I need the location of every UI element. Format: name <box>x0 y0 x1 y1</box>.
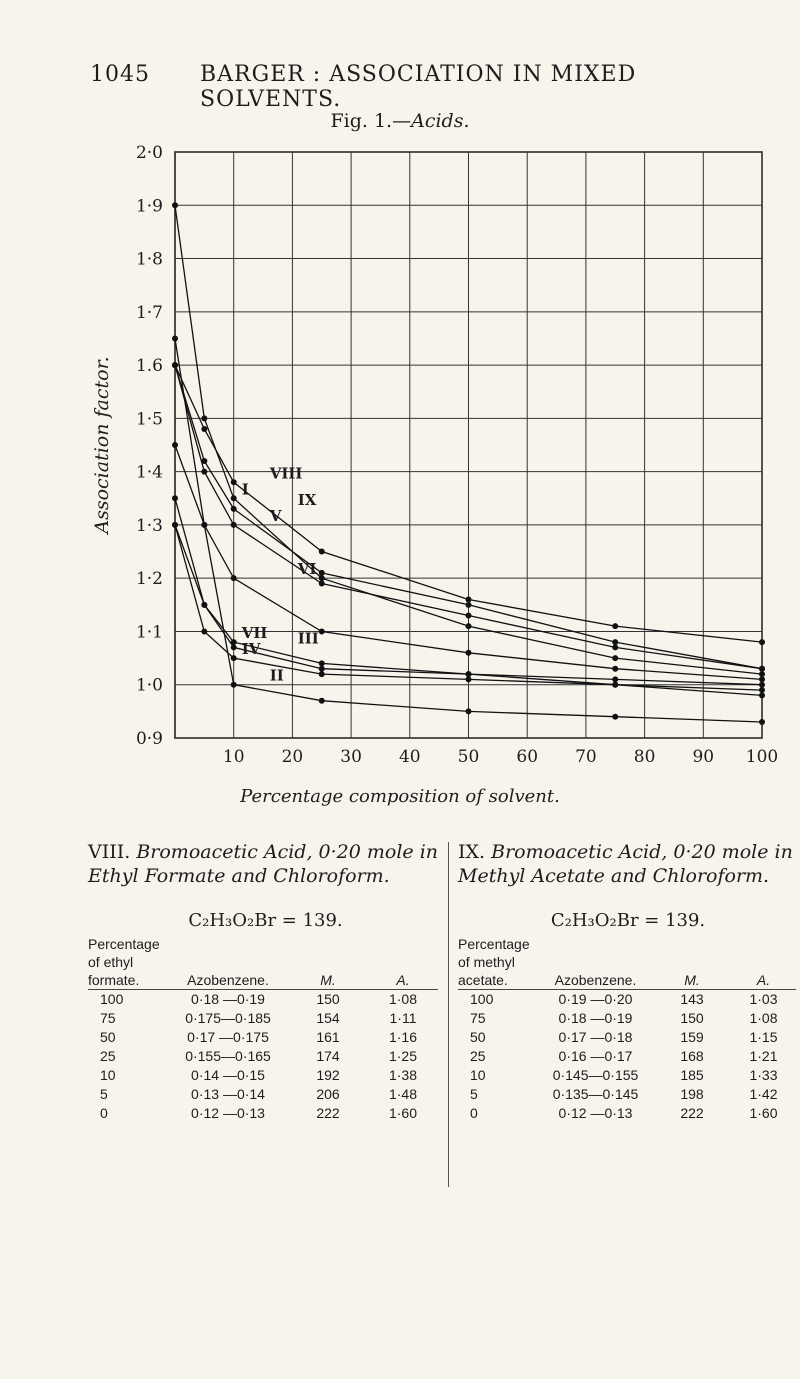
table-cell: 25 <box>470 1048 486 1064</box>
y-axis-label: Association factor. <box>91 356 113 534</box>
table-cell: 10 <box>100 1067 116 1083</box>
table-viii-formula: C₂H₃O₂Br = 139. <box>188 910 343 931</box>
data-point <box>172 522 178 528</box>
data-point <box>759 687 765 693</box>
data-point <box>759 682 765 688</box>
column-divider <box>448 842 449 1187</box>
data-point <box>319 575 325 581</box>
table-cell: 150 <box>680 1010 704 1026</box>
table-cell: 0 <box>470 1105 478 1121</box>
table-cell: 0·19 —0·20 <box>558 991 633 1007</box>
table-cell: 0·145—0·155 <box>552 1067 639 1083</box>
table-cell: 185 <box>680 1067 704 1083</box>
table-cell: 0·13 —0·14 <box>191 1086 265 1102</box>
pct-header: Percentage of ethyl formate. <box>88 936 160 988</box>
data-point <box>466 671 472 677</box>
y-tick-label: 1.6 <box>135 356 163 377</box>
data-point <box>231 479 237 485</box>
curve-label: V <box>269 506 282 525</box>
table-cell: 1·42 <box>749 1086 778 1102</box>
data-point <box>319 628 325 634</box>
table-row <box>88 1066 438 1085</box>
table-row <box>458 1085 796 1104</box>
azobenzene-header: Azobenzene. <box>554 972 637 988</box>
table-cell: 161 <box>316 1029 340 1045</box>
table-ix-number: IX. <box>458 841 486 863</box>
data-point <box>231 522 237 528</box>
data-point <box>201 469 207 475</box>
data-point <box>612 639 618 645</box>
data-point <box>201 522 207 528</box>
data-point <box>319 660 325 666</box>
data-point <box>231 655 237 661</box>
table-cell: 0·16 —0·17 <box>558 1048 633 1064</box>
table-cell: 1·08 <box>388 991 418 1007</box>
x-tick-label: 100 <box>745 747 779 767</box>
x-tick-label: 70 <box>575 747 597 767</box>
data-point <box>231 639 237 645</box>
y-tick-label: 1·1 <box>135 622 163 643</box>
data-point <box>759 666 765 672</box>
azobenzene-header: Azobenzene. <box>187 972 269 988</box>
y-tick-label: 2·0 <box>135 143 163 163</box>
table-cell: 1·25 <box>388 1048 418 1064</box>
data-point <box>466 596 472 602</box>
y-tick-label: 1·5 <box>135 409 163 430</box>
y-tick-label: 1·4 <box>135 462 163 483</box>
data-point <box>466 602 472 608</box>
table-cell: 25 <box>100 1048 116 1064</box>
curve-label: I <box>241 480 249 499</box>
x-tick-label: 30 <box>340 747 362 767</box>
curve-label: IV <box>241 640 261 659</box>
table-cell: 75 <box>470 1010 486 1026</box>
table-cell: 159 <box>680 1029 704 1045</box>
table-cell: 1·38 <box>388 1067 418 1083</box>
table-row <box>88 1028 438 1047</box>
x-tick-label: 80 <box>633 747 656 767</box>
data-point <box>759 671 765 677</box>
a-header: A. <box>756 972 771 988</box>
table-cell: 1·11 <box>389 1010 417 1026</box>
data-point <box>319 671 325 677</box>
table-cell: 222 <box>680 1105 704 1121</box>
x-tick-label: 50 <box>457 747 480 767</box>
table-row <box>88 1047 438 1066</box>
data-point <box>231 644 237 650</box>
data-point <box>172 335 178 341</box>
figure-title: Fig. 1.—Acids. <box>330 110 470 132</box>
data-point <box>466 708 472 714</box>
table-row <box>88 1104 438 1123</box>
x-tick-label: 60 <box>516 747 539 767</box>
data-point <box>319 549 325 555</box>
table-cell: 0·18 —0·19 <box>558 1010 633 1026</box>
data-point <box>172 362 178 368</box>
association-chart <box>80 140 779 780</box>
data-point <box>319 666 325 672</box>
a-header: A. <box>396 972 410 988</box>
x-tick-label: 40 <box>398 747 421 767</box>
table-ix-title <box>458 840 798 888</box>
m-header: M. <box>684 972 700 988</box>
curve-label: II <box>269 666 284 685</box>
table-cell: 0·155—0·165 <box>185 1048 271 1064</box>
data-point <box>466 650 472 656</box>
table-row <box>88 1009 438 1028</box>
table-cell: 0·17 —0·18 <box>558 1029 633 1045</box>
y-tick-label: 0·9 <box>135 729 163 749</box>
data-point <box>231 575 237 581</box>
table-cell: 50 <box>100 1029 116 1045</box>
y-tick-label: 1·0 <box>135 675 163 696</box>
figure-caption: Acids. <box>411 110 470 132</box>
table-cell: 150 <box>316 991 340 1007</box>
y-tick-label: 1·8 <box>135 249 163 270</box>
table-row <box>458 1028 796 1047</box>
table-cell: 1·48 <box>388 1086 418 1102</box>
table-cell: 0·12 —0·13 <box>191 1105 265 1121</box>
data-point <box>319 581 325 587</box>
table-cell: 0·12 —0·13 <box>558 1105 633 1121</box>
data-point <box>466 623 472 629</box>
table-cell: 1·60 <box>749 1105 778 1121</box>
table-row <box>458 1047 796 1066</box>
table-cell: 0 <box>100 1105 108 1121</box>
y-tick-label: 1·7 <box>135 302 163 323</box>
table-ix-formula: C₂H₃O₂Br = 139. <box>550 910 706 931</box>
data-point <box>759 719 765 725</box>
x-tick-label: 90 <box>692 747 715 767</box>
page-number: 1045 <box>90 62 150 87</box>
table-cell: 1·08 <box>749 1010 778 1026</box>
table-cell: 0·135—0·145 <box>552 1086 639 1102</box>
table-cell: 100 <box>470 991 494 1007</box>
table-row <box>88 1085 438 1104</box>
m-header: M. <box>320 972 336 988</box>
table-cell: 1·16 <box>388 1029 418 1045</box>
data-point <box>466 612 472 618</box>
table-cell: 154 <box>316 1010 340 1026</box>
data-point <box>612 682 618 688</box>
table-cell: 5 <box>100 1086 108 1102</box>
pct-header: Percentage of methyl acetate. <box>458 936 530 988</box>
table-cell: 1·15 <box>749 1029 778 1045</box>
table-cell: 0·14 —0·15 <box>191 1067 265 1083</box>
table-cell: 10 <box>470 1067 486 1083</box>
table-cell: 143 <box>680 991 704 1007</box>
data-point <box>759 676 765 682</box>
data-point <box>172 495 178 501</box>
figure-label: Fig. 1. <box>330 110 393 132</box>
data-point <box>201 415 207 421</box>
data-point <box>759 639 765 645</box>
table-cell: 5 <box>470 1086 478 1102</box>
table-cell: 1·33 <box>749 1067 778 1083</box>
table-viii-number: VIII. <box>88 841 131 863</box>
x-tick-label: 10 <box>222 747 245 767</box>
table-cell: 1·03 <box>749 991 778 1007</box>
data-point <box>612 676 618 682</box>
table-cell: 206 <box>316 1086 340 1102</box>
table-cell: 222 <box>316 1105 340 1121</box>
table-cell: 50 <box>470 1029 486 1045</box>
table-cell: 1·21 <box>749 1048 778 1064</box>
x-axis-label: Percentage composition of solvent. <box>240 786 560 807</box>
table-cell: 174 <box>316 1048 340 1064</box>
table-cell: 1·60 <box>388 1105 418 1121</box>
table-cell: 0·175—0·185 <box>185 1010 271 1026</box>
data-point <box>466 676 472 682</box>
table-cell: 100 <box>100 991 124 1007</box>
data-point <box>231 682 237 688</box>
running-title: BARGER : ASSOCIATION IN MIXED SOLVENTS. <box>200 62 637 112</box>
data-point <box>201 602 207 608</box>
table-cell: 0·18 —0·19 <box>191 991 265 1007</box>
table-row <box>458 1009 796 1028</box>
curve-label: VI <box>297 560 317 579</box>
curve-label: VII <box>241 624 268 643</box>
table-cell: 0·17 —0·175 <box>187 1029 269 1045</box>
x-tick-label: 20 <box>281 747 304 767</box>
table-row <box>88 990 438 1009</box>
table-row <box>458 990 796 1009</box>
curve-label: IX <box>297 490 317 509</box>
data-point <box>172 442 178 448</box>
data-point <box>612 623 618 629</box>
table-ix-heading: Bromoacetic Acid, 0·20 mole in Methyl Acetate and Chloroform. <box>458 841 793 887</box>
data-point <box>172 202 178 208</box>
data-point <box>319 570 325 576</box>
y-tick-label: 1·3 <box>135 515 163 536</box>
data-point <box>201 426 207 432</box>
table-cell: 192 <box>316 1067 340 1083</box>
table-viii <box>88 935 438 1123</box>
data-point <box>612 644 618 650</box>
data-point <box>319 698 325 704</box>
data-point <box>612 666 618 672</box>
curve-label: III <box>297 629 319 648</box>
data-point <box>759 692 765 698</box>
table-cell: 168 <box>680 1048 704 1064</box>
data-point <box>201 458 207 464</box>
table-row <box>458 1104 796 1123</box>
curve-label: VIII <box>269 464 303 483</box>
table-viii-title <box>88 840 443 888</box>
table-viii-heading: Bromoacetic Acid, 0·20 mole in Ethyl Formate and Chloroform. <box>88 841 439 887</box>
data-point <box>612 655 618 661</box>
table-cell: 75 <box>100 1010 116 1026</box>
table-section-ix <box>458 840 798 1123</box>
table-ix <box>458 935 796 1123</box>
data-point <box>231 495 237 501</box>
data-point <box>201 628 207 634</box>
table-section-viii <box>88 840 443 1123</box>
table-row <box>458 1066 796 1085</box>
y-tick-label: 1·9 <box>135 196 163 217</box>
table-cell: 198 <box>680 1086 704 1102</box>
data-point <box>612 714 618 720</box>
data-point <box>231 506 237 512</box>
y-tick-label: 1·2 <box>135 569 163 590</box>
